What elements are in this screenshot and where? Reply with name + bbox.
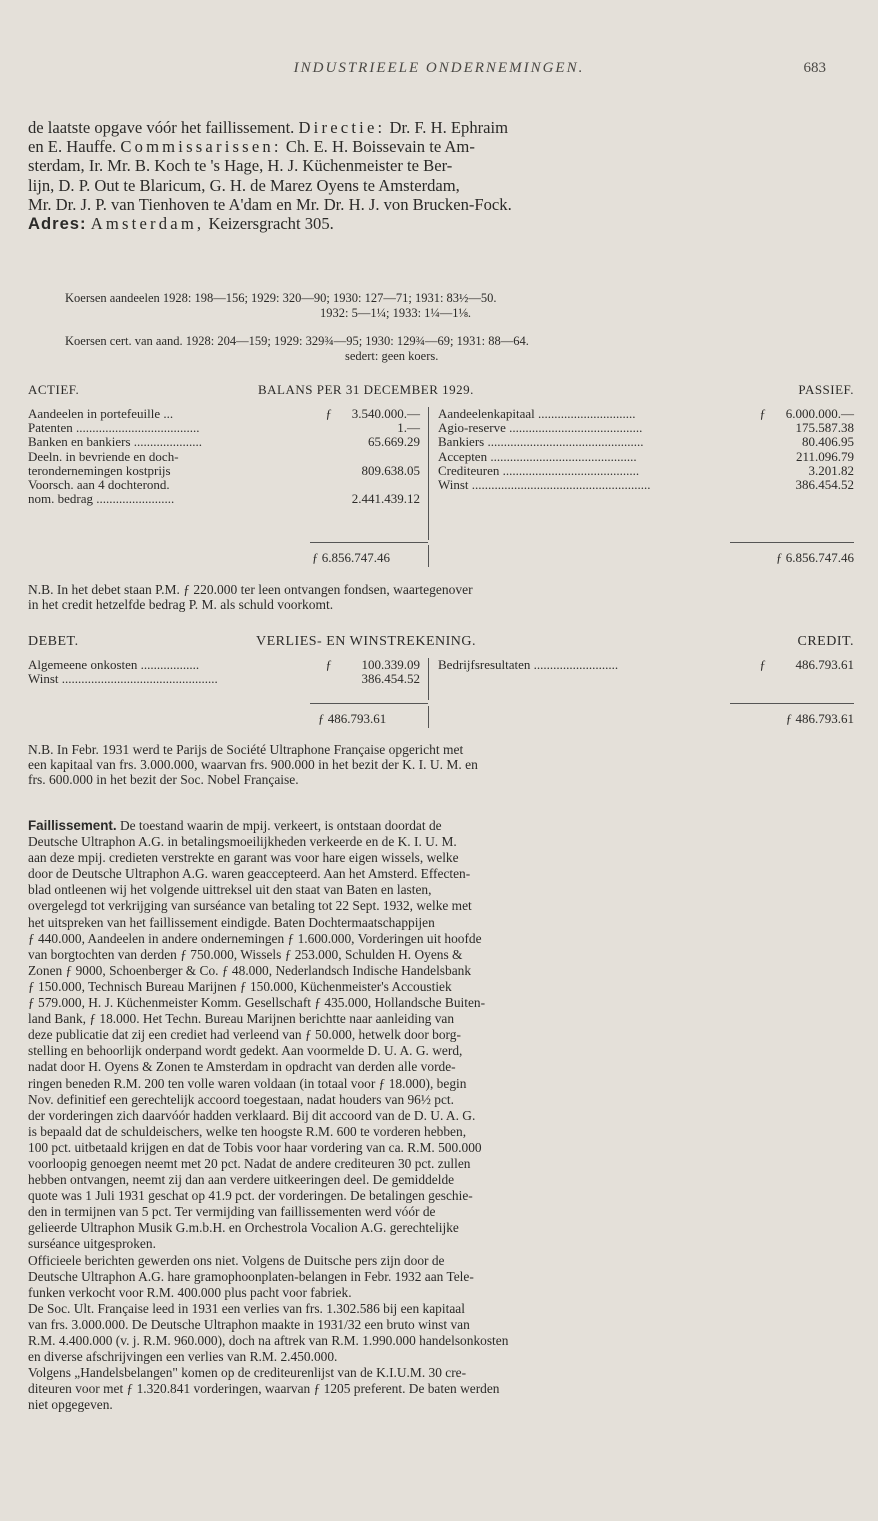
winstrekening-total-right: ƒ 486.793.61	[785, 711, 854, 726]
koers-line: Koersen aandeelen 1928: 198—156; 1929: 320—90; 1930: 127—71; 1931: 83½—50.	[65, 291, 497, 305]
row-label: Winst .......................................................	[438, 476, 651, 492]
balans-title: BALANS PER 31 DECEMBER 1929.	[258, 382, 474, 397]
row-value: 3.201.82	[808, 462, 854, 478]
row-value: 3.540.000.—	[351, 406, 420, 421]
column-divider	[428, 658, 429, 700]
debet-heading: DEBET.	[28, 634, 79, 649]
koersen-aandeelen	[65, 291, 855, 321]
total-rule	[310, 703, 428, 704]
body-line	[28, 1317, 854, 1333]
body-line-text: door de Deutsche Ultraphon A.G. waren geaccepteerd. Aan het Amsterd. Effecten-	[28, 866, 471, 882]
faillissement-section	[28, 818, 854, 1413]
body-line	[28, 1156, 854, 1172]
table-row	[28, 407, 420, 421]
body-line	[28, 898, 854, 914]
body-line-text: en diverse afschrijvingen een verlies van R.M. 2.450.000.	[28, 1349, 338, 1365]
intro-line: sterdam, Ir. Mr. B. Koch te 's Hage, H. J. Küchenmeister te Ber-	[28, 156, 453, 176]
body-line	[28, 963, 854, 979]
body-line	[28, 1349, 854, 1365]
table-row	[438, 435, 854, 449]
body-line	[28, 931, 854, 947]
row-value: 100.339.09	[361, 657, 420, 672]
body-line-text: den in termijnen van 5 pct. Ter vermijding van faillissementen werd vóór de	[28, 1204, 436, 1220]
nb-line: in het credit hetzelfde bedrag P. M. als schuld voorkomt.	[28, 597, 334, 613]
balans-total-left: ƒ 6.856.747.46	[312, 550, 390, 565]
body-line	[28, 1236, 854, 1252]
body-line	[28, 1269, 854, 1285]
intro-paragraph	[28, 118, 854, 233]
body-line-text: land Bank, ƒ 18.000. Het Techn. Bureau Marijnen berichtte naar aanleiding van	[28, 1011, 455, 1027]
table-row	[28, 478, 420, 492]
body-line	[28, 1124, 854, 1140]
body-line-text: het uitspreken van het faillissement eindigde. Baten Dochtermaatschappijen	[28, 914, 435, 930]
running-title: INDUSTRIEELE ONDERNEMINGEN.	[293, 60, 585, 76]
row-label: terondernemingen kostprijs	[28, 462, 171, 478]
body-line-text: ƒ 150.000, Technisch Bureau Marijnen ƒ 150.000, Küchenmeister's Accoustiek	[28, 978, 452, 994]
body-line	[28, 1076, 854, 1092]
commissarissen-label: Commissarissen:	[120, 137, 282, 157]
page-number: 683	[803, 60, 826, 76]
body-line-text: nadat door H. Oyens & Zonen te Amsterdam in opdracht van derden alle vorde-	[28, 1059, 456, 1075]
body-line-text: ringen beneden R.M. 200 ten volle waren voldaan (in totaal voor ƒ 18.000), begin	[28, 1075, 467, 1091]
nb-line: N.B. In Febr. 1931 werd te Parijs de Société Ultraphone Française opgericht met	[28, 742, 464, 757]
winstrekening-title: VERLIES- EN WINSTREKENING.	[256, 634, 476, 649]
body-line	[28, 1381, 854, 1397]
body-line	[28, 1365, 854, 1381]
body-line	[28, 1397, 854, 1413]
intro-text: en E. Hauffe.	[28, 137, 117, 157]
currency-symbol: ƒ	[325, 657, 332, 672]
body-line	[28, 1188, 854, 1204]
body-line	[28, 1333, 854, 1349]
body-line-text: Deutsche Ultraphon A.G. in betalingsmoeilijkheden verkeerde en de K. I. U. M.	[28, 834, 457, 850]
intro-text: Ch. E. H. Boissevain te Am-	[285, 137, 475, 157]
body-line-text: funken verkocht voor R.M. 400.000 plus pacht voor fabriek.	[28, 1284, 352, 1300]
body-line-text: Zonen ƒ 9000, Schoenberger & Co. ƒ 48.000, Nederlandsch Indische Handelsbank	[28, 962, 472, 978]
body-line	[28, 979, 854, 995]
row-value: 386.454.52	[361, 671, 420, 687]
directie-label: Directie:	[298, 118, 386, 137]
nb-note-1	[28, 582, 854, 612]
table-row	[438, 478, 854, 492]
column-divider	[428, 407, 429, 540]
row-value: 1.—	[397, 420, 420, 436]
body-line	[28, 866, 854, 882]
table-row	[28, 450, 420, 464]
body-line-text: De Soc. Ult. Française leed in 1931 een verlies van frs. 1.302.586 bij een kapitaal	[28, 1300, 465, 1316]
actief-heading: ACTIEF.	[28, 382, 80, 397]
body-line-text: der vorderingen zich daarvóór hadden verklaard. Bij dit accoord van de D. U. A. G.	[28, 1107, 476, 1123]
table-row	[28, 435, 420, 449]
body-line	[28, 1011, 854, 1027]
intro-text: Dr. F. H. Ephraim	[389, 118, 509, 137]
body-line-text: blad ontleenen wij het volgende uittreksel uit den staat van Baten en lasten,	[28, 882, 432, 898]
running-header	[0, 60, 878, 80]
row-label: Crediteuren ..........................................	[438, 462, 640, 478]
body-line-text: aan deze mpij. credieten verstrekte en garant was voor hare eigen wissels, welke	[28, 850, 459, 866]
row-value: 80.406.95	[802, 434, 854, 450]
table-row	[28, 658, 420, 672]
body-line	[28, 834, 854, 850]
table-row	[438, 407, 854, 421]
column-divider	[428, 545, 429, 567]
row-value: 809.638.05	[361, 462, 420, 478]
winstrekening-table	[28, 658, 854, 692]
intro-text: de laatste opgave vóór het faillissement.	[28, 118, 295, 137]
body-line	[28, 1059, 854, 1075]
credit-column	[438, 658, 854, 672]
row-value: 2.441.439.12	[351, 491, 420, 507]
body-line	[28, 1301, 854, 1317]
column-divider	[428, 706, 429, 728]
body-line	[28, 1220, 854, 1236]
body-line-text: diteuren voor met ƒ 1.320.841 vorderingen, waarvan ƒ 1205 preferent. De baten werden	[28, 1381, 500, 1397]
body-line-text: deze publicatie dat zij een crediet had verleend van ƒ 50.000, hetwelk door borg-	[28, 1027, 461, 1043]
body-line	[28, 915, 854, 931]
row-label: Banken en bankiers .....................	[28, 434, 203, 450]
nb-line: N.B. In het debet staan P.M. ƒ 220.000 ter leen ontvangen fondsen, waartegenover	[28, 582, 473, 597]
koers-line: Koersen cert. van aand. 1928: 204—159; 1929: 329¾—95; 1930: 129¾—69; 1931: 88—64.	[65, 334, 529, 348]
body-line	[28, 850, 854, 866]
intro-line: Mr. Dr. J. P. van Tienhoven te A'dam en Mr. Dr. H. J. von Brucken-Fock.	[28, 194, 512, 214]
body-line-text: overgelegd tot verkrijging van surséance van betaling tot 22 Sept. 1932, welke met	[28, 898, 472, 914]
row-value: 175.587.38	[795, 420, 854, 436]
intro-line: lijn, D. P. Out te Blaricum, G. H. de Marez Oyens te Amsterdam,	[28, 175, 460, 195]
row-value: 486.793.61	[795, 657, 854, 672]
body-line	[28, 1285, 854, 1301]
row-value: 211.096.79	[795, 448, 854, 464]
body-line-text: Nov. definitief een gerechtelijk accoord toegestaan, nadat houders van 96½ pct.	[28, 1091, 454, 1107]
adres-city: Amsterdam,	[90, 214, 205, 234]
table-row	[28, 672, 420, 686]
body-line-text: is bepaald dat de schuldeischers, welke ten hoogste R.M. 600 te vorderen hebben,	[28, 1123, 467, 1139]
winstrekening-header	[28, 634, 854, 652]
body-line-text: gelieerde Ultraphon Musik G.m.b.H. en Orchestrola Vocalion A.G. gerechtelijke	[28, 1220, 459, 1236]
row-label: Algemeene onkosten ..................	[28, 657, 200, 672]
row-value: 65.669.29	[368, 434, 420, 450]
body-line	[28, 1092, 854, 1108]
winstrekening-total-left: ƒ 486.793.61	[318, 711, 387, 726]
table-row	[438, 658, 854, 672]
credit-heading: CREDIT.	[797, 634, 854, 649]
adres-street: Keizersgracht 305.	[208, 214, 334, 234]
body-line-text: van borgtochten van derden ƒ 750.000, Wissels ƒ 253.000, Schulden H. Oyens &	[28, 946, 463, 962]
koers-line: sedert: geen koers.	[345, 349, 439, 363]
row-label: nom. bedrag ........................	[28, 491, 175, 507]
nb-line: een kapitaal van frs. 3.000.000, waarvan frs. 900.000 in het bezit der K. I. U. M. en	[28, 757, 478, 773]
body-line-text: voorloopig genoegen neemt met 20 pct. Nadat de andere crediteuren 30 pct. zullen	[28, 1155, 471, 1171]
body-line	[28, 1140, 854, 1156]
body-line	[28, 882, 854, 898]
nb-note-2	[28, 742, 854, 788]
activa-column	[28, 407, 420, 506]
currency-symbol: ƒ	[759, 406, 766, 421]
balans-header	[28, 382, 854, 400]
table-row	[438, 464, 854, 478]
body-line	[28, 1108, 854, 1124]
table-row	[438, 421, 854, 435]
body-line-text: van frs. 3.000.000. De Deutsche Ultraphon maakte in 1931/32 een bruto winst van	[28, 1316, 470, 1332]
passiva-column	[438, 407, 854, 492]
row-label: Agio-reserve .........................................	[438, 420, 643, 436]
body-line	[28, 947, 854, 963]
body-line-text: De toestand waarin de mpij. verkeert, is ontstaan doordat de	[119, 818, 442, 833]
adres-label: Adres:	[28, 214, 87, 234]
body-line-text: niet opgegeven.	[28, 1397, 113, 1413]
body-line-text: quote was 1 Juli 1931 geschat op 41.9 pct. der vorderingen. De betalingen geschie-	[28, 1188, 473, 1204]
body-line-text: ƒ 579.000, H. J. Küchenmeister Komm. Gesellschaft ƒ 435.000, Hollandsche Buiten-	[28, 995, 486, 1011]
body-line-text: R.M. 4.400.000 (v. j. R.M. 960.000), doch na aftrek van R.M. 1.990.000 handelsonkosten	[28, 1333, 509, 1348]
row-value: 386.454.52	[795, 476, 854, 492]
body-line-text: Deutsche Ultraphon A.G. hare gramophoonplaten-belangen in Febr. 1932 aan Tele-	[28, 1268, 474, 1284]
body-line-text: ƒ 440.000, Aandeelen in andere ondernemingen ƒ 1.600.000, Vorderingen uit hoofde	[28, 930, 482, 946]
row-label: Accepten .............................................	[438, 448, 637, 464]
debet-column	[28, 658, 420, 686]
body-line	[28, 1204, 854, 1220]
body-line	[28, 1043, 854, 1059]
row-label: Winst ................................................	[28, 671, 218, 687]
row-label: Deeln. in bevriende en doch-	[28, 448, 179, 464]
body-line	[28, 995, 854, 1011]
body-line	[28, 1027, 854, 1043]
body-line-text: 100 pct. uitbetaald krijgen en dat de Tobis voor haar vordering van ca. R.M. 500.000	[28, 1139, 482, 1155]
currency-symbol: ƒ	[759, 657, 766, 672]
body-line	[28, 1253, 854, 1269]
table-row	[438, 450, 854, 464]
total-rule	[310, 542, 428, 543]
row-label: Patenten ......................................	[28, 420, 200, 436]
row-value: 6.000.000.—	[785, 406, 854, 421]
table-row	[28, 421, 420, 435]
body-line-text: hebben ontvangen, neemt zij dan aan verdere uitkeeringen deel. De gemiddelde	[28, 1172, 455, 1188]
table-row	[28, 492, 420, 506]
body-line-text: Officieele berichten gewerden ons niet. Volgens de Duitsche pers zijn door de	[28, 1252, 445, 1268]
row-label: Bankiers ................................................	[438, 434, 644, 450]
balans-table	[28, 407, 854, 527]
faillissement-heading: Faillissement.	[28, 818, 117, 833]
table-row	[28, 464, 420, 478]
row-label: Aandeelen in portefeuille ...	[28, 406, 174, 421]
row-label: Voorsch. aan 4 dochterond.	[28, 476, 170, 492]
passief-heading: PASSIEF.	[798, 382, 854, 397]
total-rule	[730, 542, 854, 543]
balans-total-right: ƒ 6.856.747.46	[776, 550, 854, 565]
currency-symbol: ƒ	[325, 406, 332, 421]
total-rule	[730, 703, 854, 704]
koersen-certificaten	[65, 334, 855, 364]
nb-line: frs. 600.000 in het bezit der Soc. Nobel Française.	[28, 772, 299, 788]
body-line	[28, 818, 854, 834]
row-label: Bedrijfsresultaten ..........................	[438, 657, 619, 672]
body-line-text: Volgens „Handelsbelangen" komen op de crediteurenlijst van de K.I.U.M. 30 cre-	[28, 1365, 467, 1381]
koers-line: 1932: 5—1¼; 1933: 1¼—1⅛.	[320, 306, 472, 320]
row-label: Aandeelenkapitaal ..............................	[438, 406, 636, 421]
body-line-text: surséance uitgesproken.	[28, 1236, 156, 1252]
body-line-text: stelling en behoorlijk onderpand wordt gedekt. Aan voormelde D. U. A. G. werd,	[28, 1043, 463, 1059]
body-line	[28, 1172, 854, 1188]
